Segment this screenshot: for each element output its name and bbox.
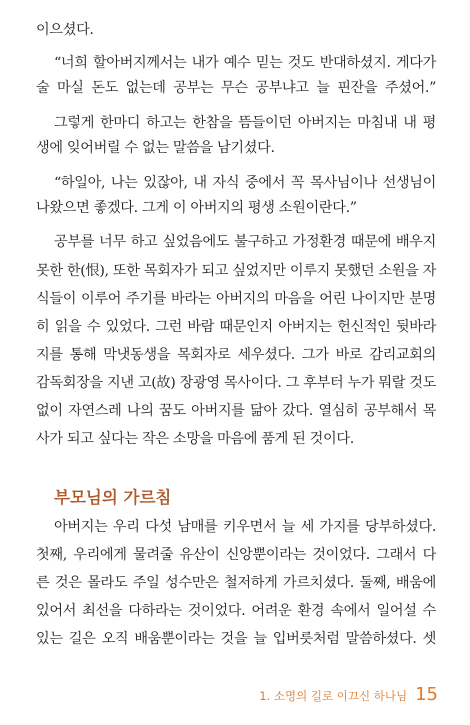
section-line-2: 첫째, 우리에게 물려줄 유산이 신앙뿐이라는 것이었다. 그래서 다 xyxy=(36,547,436,563)
body-line-8: 공부를 너무 하고 싶었음에도 불구하고 가정환경 때문에 배우지 xyxy=(54,234,436,250)
body-line-2: “너희 할아버지께서는 내가 예수 믿는 것도 반대하셨지. 게다가 xyxy=(54,55,436,71)
section-line-5: 있는 길은 오직 배움뿐이라는 것을 늘 입버릇처럼 말씀하셨다. 셋 xyxy=(36,631,436,647)
section-heading: 부모님의 가르침 xyxy=(54,488,172,507)
body-line-7: 나왔으면 좋겠다. 그게 이 아버지의 평생 소원이란다.” xyxy=(36,200,357,216)
page-number: 15 xyxy=(415,684,438,705)
body-line-9: 못한 한(恨), 또한 목회자가 되고 싶었지만 이루지 못했던 소원을 자 xyxy=(36,263,436,279)
body-line-6: “하일아, 나는 있잖아, 내 자식 중에서 꼭 목사님이나 선생님이 xyxy=(54,175,436,191)
body-line-4: 그렇게 한마디 하고는 한참을 뜸들이던 아버지는 마침내 내 평 xyxy=(54,115,436,131)
section-line-3: 른 것은 몰라도 주일 성수만은 철저하게 가르치셨다. 둘째, 배움에 xyxy=(36,575,436,591)
body-line-14: 없이 자연스레 나의 꿈도 아버지를 닮아 갔다. 열심히 공부해서 목 xyxy=(36,403,436,419)
page-footer xyxy=(259,684,438,705)
body-line-10: 식들이 이루어 주기를 바라는 아버지의 마음을 어린 나이지만 분명 xyxy=(36,291,436,307)
section-line-1: 아버지는 우리 다섯 남매를 키우면서 늘 세 가지를 당부하셨다. xyxy=(54,519,436,535)
body-line-13: 감독회장을 지낸 고(故) 장광영 목사이다. 그 후부터 누가 뭐랄 것도 xyxy=(36,375,436,391)
body-line-5: 생에 잊어버릴 수 없는 말씀을 남기셨다. xyxy=(36,140,275,156)
section-line-4: 있어서 최선을 다하라는 것이었다. 어려운 환경 속에서 일어설 수 xyxy=(36,603,436,619)
body-line-15: 사가 되고 싶다는 작은 소망을 마음에 품게 된 것이다. xyxy=(36,431,354,447)
footer-chapter-title: 1. 소명의 길로 이끄신 하나님 xyxy=(259,689,408,703)
body-line-11: 히 읽을 수 있었다. 그런 바람 때문인지 아버지는 헌신적인 뒷바라 xyxy=(36,319,436,335)
body-line-3: 술 마실 돈도 없는데 공부는 무슨 공부냐고 늘 핀잔을 주셨어.” xyxy=(36,80,436,96)
body-line-1: 이으셨다. xyxy=(36,22,94,38)
body-line-12: 지를 통해 막냇동생을 목회자로 세우셨다. 그가 바로 감리교회의 xyxy=(36,347,436,363)
